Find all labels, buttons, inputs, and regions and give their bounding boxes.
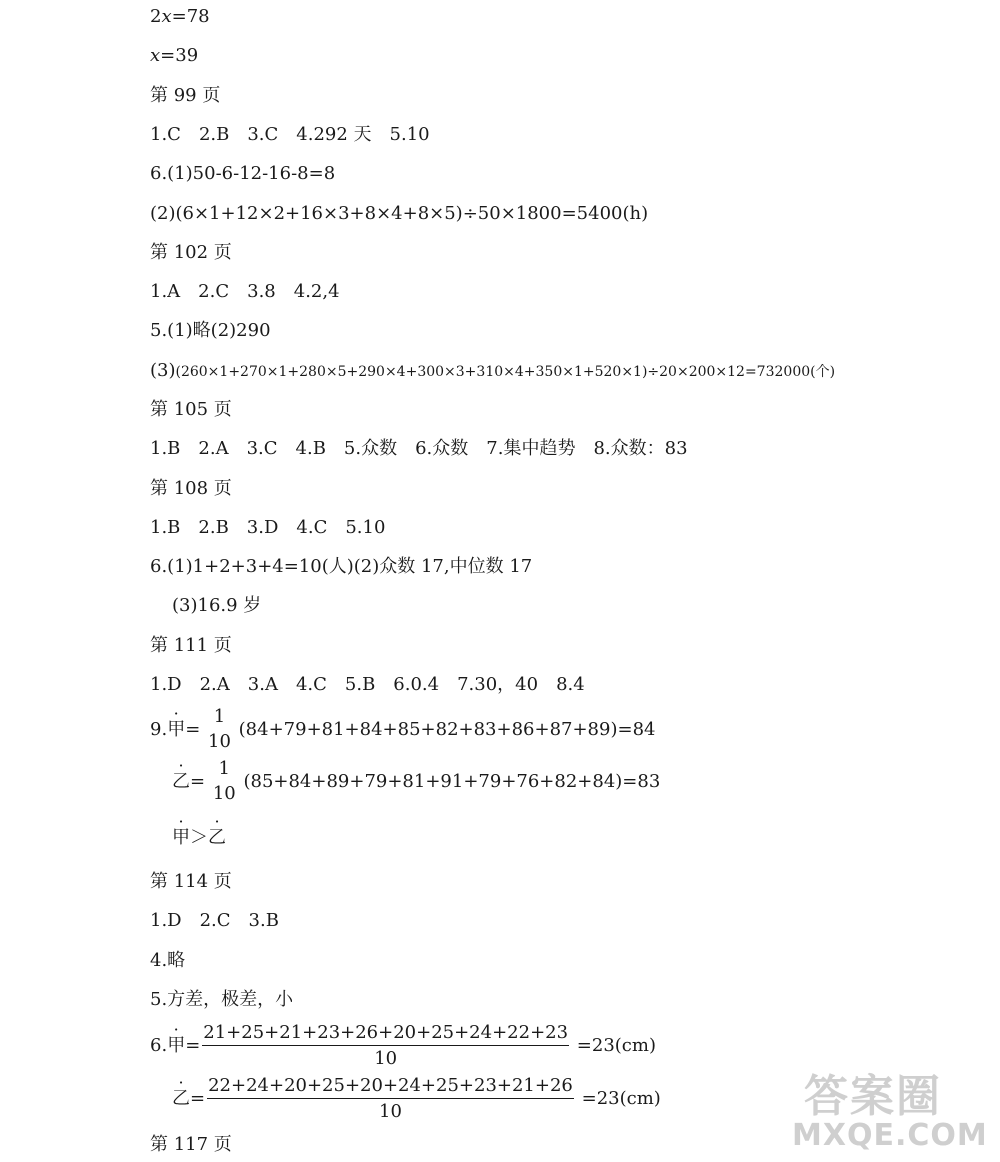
page-heading: 第 102 页	[150, 242, 232, 263]
mean-symbol: 乙	[172, 770, 190, 792]
mean-formula: 9.甲= 1 10 (84+79+81+84+85+82+83+86+87+89)=84	[150, 706, 656, 752]
fraction: 1 10	[208, 706, 231, 752]
mean-formula: 6.甲= $\frac{21+25+21+23+26+20+25+24+22+23}{10}$ =23(cm)	[150, 1022, 656, 1069]
page-heading: 第 105 页	[150, 399, 232, 420]
equation-line: x=39	[150, 45, 199, 66]
comparison-line: 甲＞乙	[172, 827, 226, 848]
answer-line: 1.C 2.B 3.C 4.292 天 5.10	[150, 124, 430, 145]
answer-line: 4.略	[150, 950, 186, 971]
answer-line: 5.(1)略(2)290	[150, 320, 271, 341]
answer-line: 1.A 2.C 3.8 4.2,4	[150, 281, 340, 302]
mean-symbol: 甲	[172, 827, 190, 848]
site-watermark	[786, 1060, 986, 1156]
answer-line: 5.方差，极差，小	[150, 989, 294, 1010]
answer-line: 6.(1)50-6-12-16-8=8	[150, 163, 336, 184]
page-heading: 第 99 页	[150, 85, 221, 106]
answer-line: (3)16.9 岁	[172, 595, 262, 616]
mean-symbol: 乙	[208, 827, 226, 848]
answer-line: 1.D 2.A 3.A 4.C 5.B 6.0.4 7.30，40 8.4	[150, 674, 585, 695]
answer-line: (2)(6×1+12×2+16×3+8×4+8×5)÷50×1800=5400(h)	[150, 203, 649, 224]
mean-symbol: 甲	[167, 1035, 186, 1056]
page-heading: 第 117 页	[150, 1134, 232, 1155]
equation-line: 2x=78	[150, 6, 210, 27]
page-heading: 第 111 页	[150, 635, 232, 656]
mean-symbol: 乙	[172, 1088, 190, 1109]
page-heading: 第 114 页	[150, 871, 232, 892]
answer-line: 1.B 2.B 3.D 4.C 5.10	[150, 517, 386, 538]
mean-symbol: 甲	[167, 718, 186, 740]
answer-line: (3)(260×1+270×1+280×5+290×4+300×3+310×4+350×1+520×1)÷20×200×12=732000(个)	[150, 360, 836, 381]
mean-formula: 乙= 1 10 (85+84+89+79+81+91+79+76+82+84)=83	[172, 758, 661, 804]
answer-line: 6.(1)1+2+3+4=10(人)(2)众数 17,中位数 17	[150, 556, 533, 577]
fraction: $\frac{21+25+21+23+26+20+25+24+22+23}{10}$	[203, 1022, 569, 1069]
page-heading: 第 108 页	[150, 478, 232, 499]
answer-line: 1.D 2.C 3.B	[150, 910, 279, 931]
fraction: 1 10	[212, 758, 236, 804]
answer-line: 1.B 2.A 3.C 4.B 5.众数 6.众数 7.集中趋势 8.众数：83	[150, 438, 688, 459]
watermark-logo-text: 答案圈	[804, 1071, 942, 1122]
watermark-domain: MXQE.COM	[792, 1118, 988, 1153]
fraction: $\frac{22+24+20+25+20+24+25+23+21+26}{10}$	[208, 1075, 573, 1122]
mean-formula: 乙= $\frac{22+24+20+25+20+24+25+23+21+26}{10}$ =23(cm)	[172, 1075, 661, 1122]
